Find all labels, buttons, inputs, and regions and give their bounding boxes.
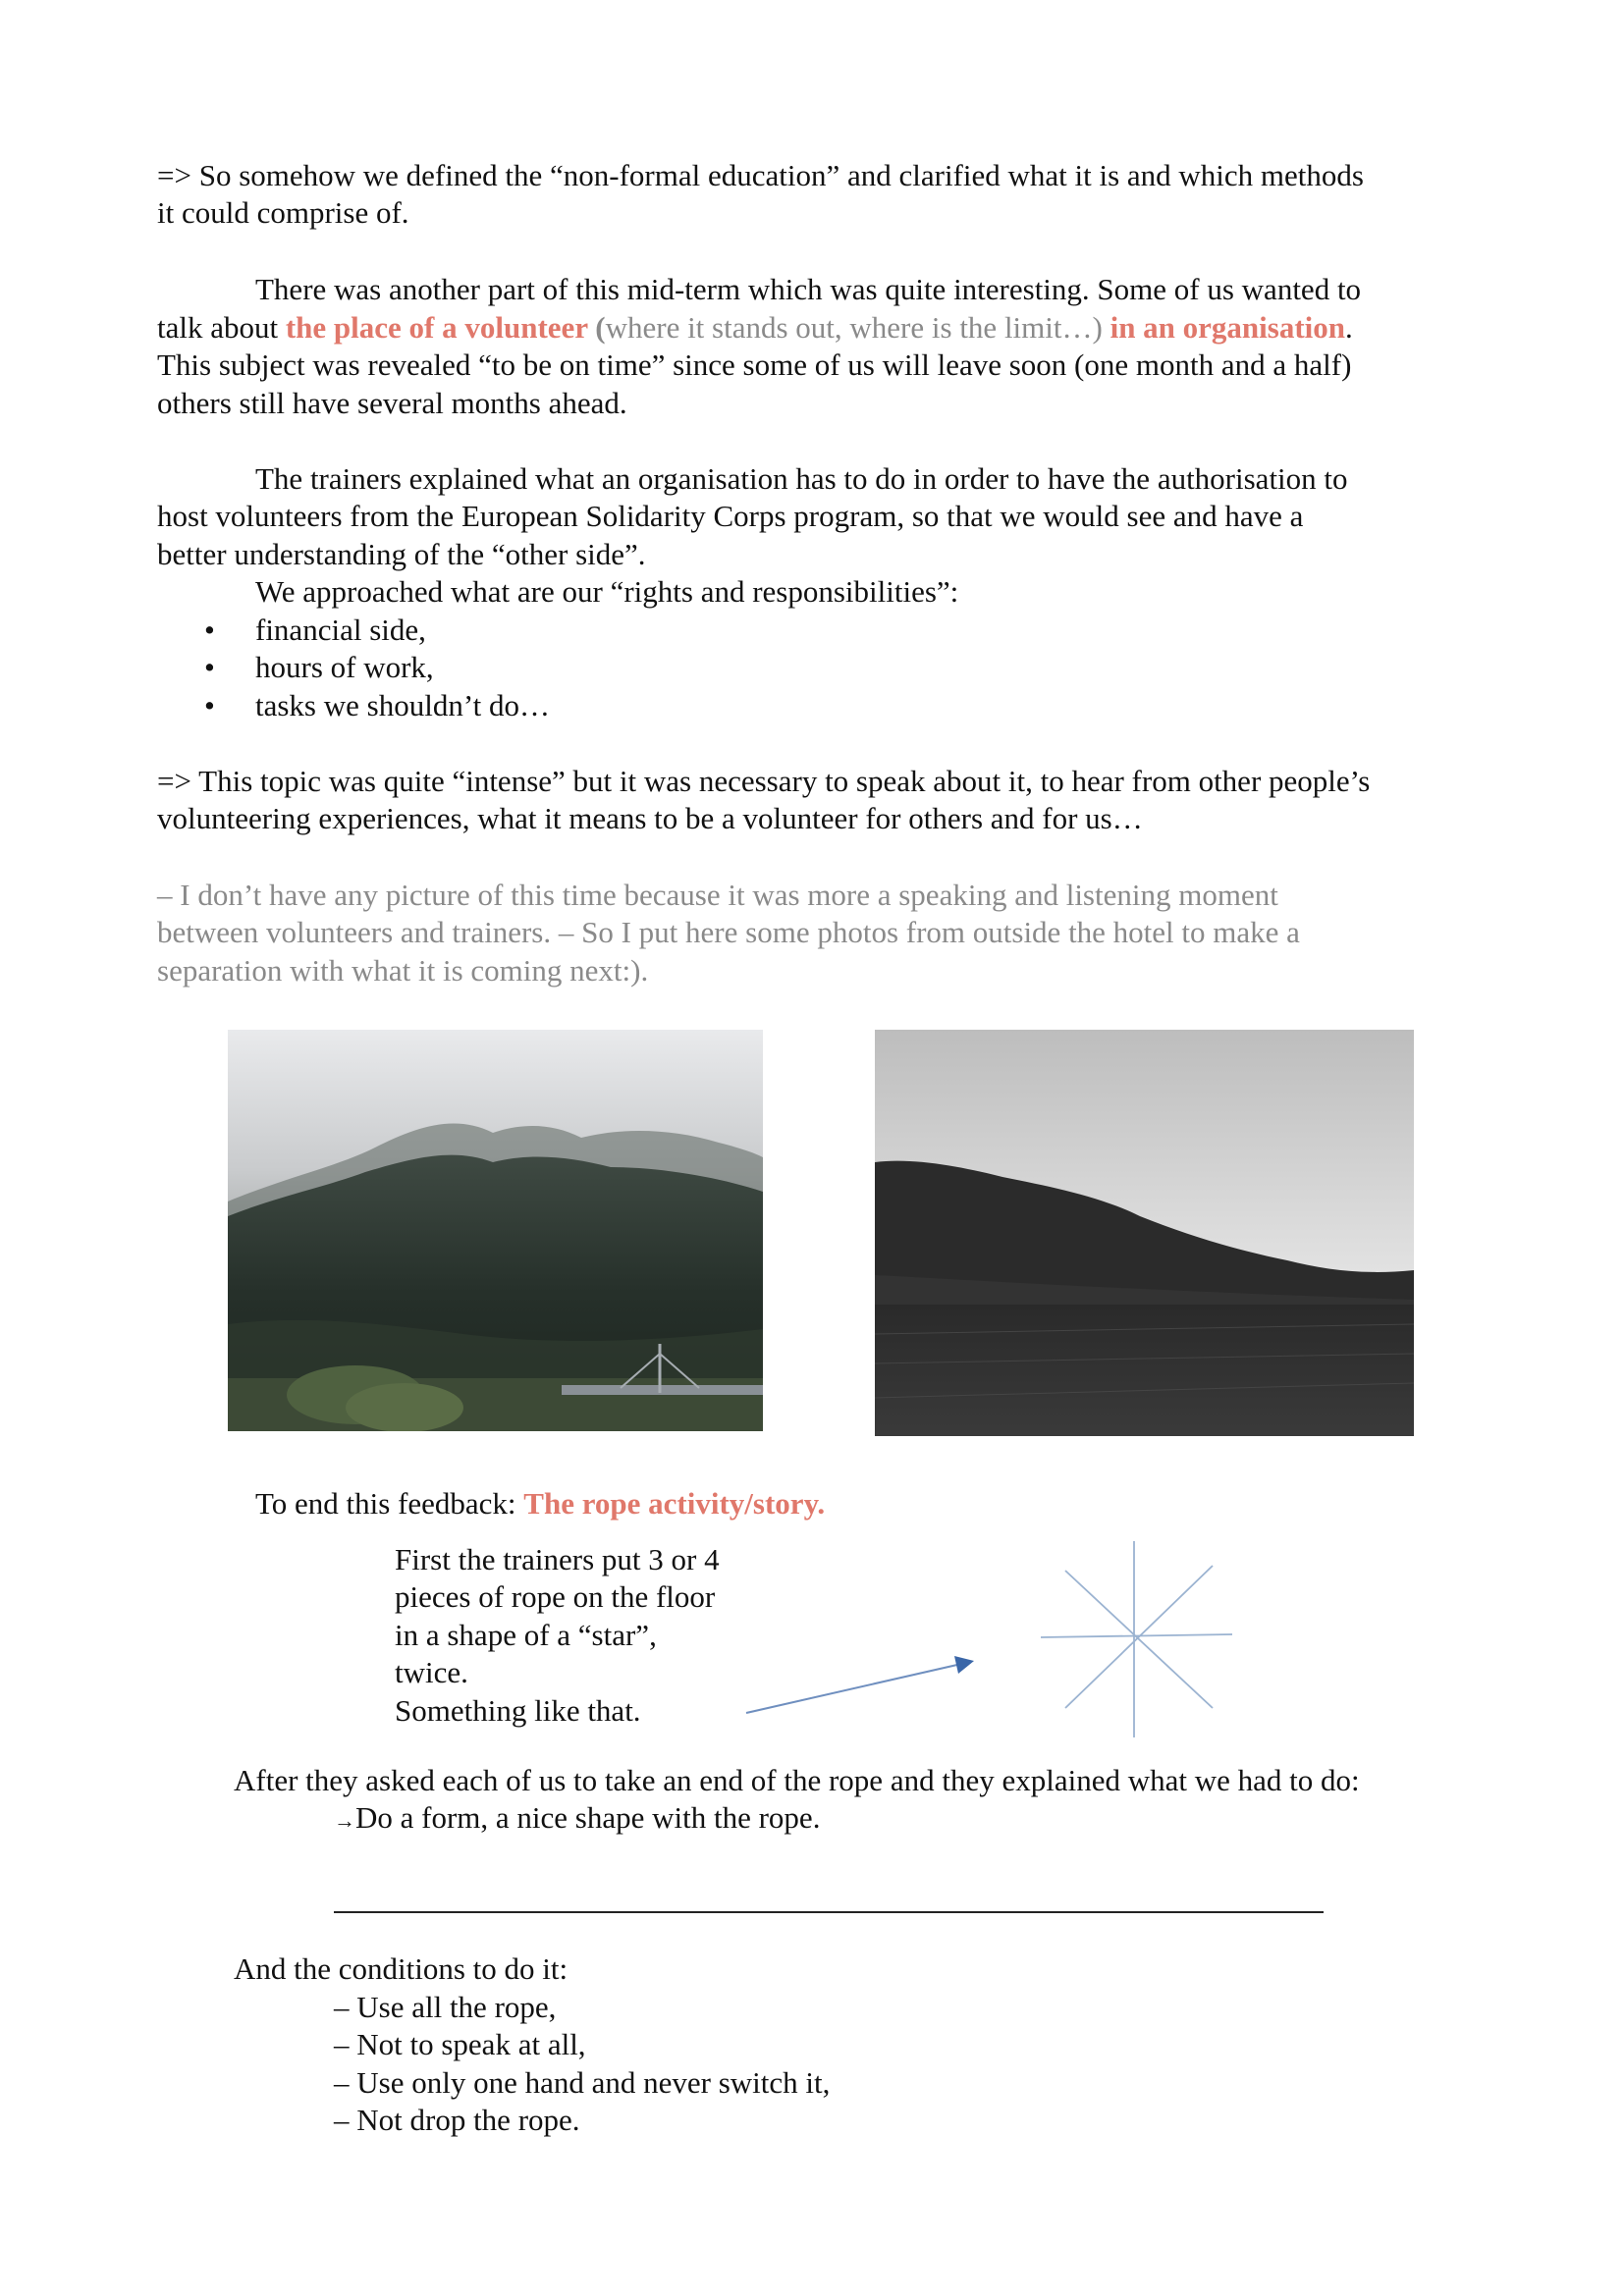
right-arrow-icon: → (334, 1808, 355, 1833)
pointer-arrow-head (954, 1656, 974, 1674)
after-line-2 (334, 1799, 820, 1841)
bullet-item-1: financial side, (255, 613, 426, 647)
highlight-place-of-volunteer: the place of a volunteer (285, 310, 588, 345)
p2-period: . (1345, 310, 1353, 345)
p2-line-1: There was another part of this mid-term which was quite interesting. Some of us wanted to (255, 272, 1362, 306)
p2-line-4: others still have several months ahead. (157, 386, 627, 420)
p5-line-1: – I don’t have any picture of this time because it was more a speaking and listening moment (157, 878, 1278, 912)
p1-line-1: => So somehow we defined the “non-formal education” and clarified what it is and which methods (157, 158, 1364, 192)
after-line-1: After they asked each of us to take an end of the rope and they explained what we had to do: (234, 1763, 1360, 1797)
p4-line-2: volunteering experiences, what it means to be a volunteer for others and for us… (157, 801, 1143, 835)
rope-line-2: pieces of rope on the floor (395, 1579, 716, 1614)
bullet-item-3: tasks we shouldn’t do… (255, 688, 550, 722)
after-instruction: Do a form, a nice shape with the rope. (355, 1800, 821, 1835)
p1-line-2: it could comprise of. (157, 195, 409, 230)
separator-line (334, 1911, 1324, 1913)
rope-line-1: First the trainers put 3 or 4 (395, 1542, 720, 1576)
bullet-item-2: hours of work, (255, 650, 434, 684)
p2-line-2 (157, 309, 1353, 347)
p5-line-3: separation with what it is coming next:). (157, 953, 649, 988)
p2-muted-aside: where it stands out, where is the limit…) (605, 310, 1103, 345)
rope-activity-title: The rope activity/story. (523, 1486, 826, 1521)
p4-line-1: => This topic was quite “intense” but it was necessary to speak about it, to hear from other people’s (157, 764, 1371, 798)
p2-line-3: This subject was revealed “to be on time” since some of us will leave soon (one month and a half) (157, 347, 1352, 382)
p2-text-a: talk about (157, 310, 286, 345)
photo-bw-landscape (875, 1030, 1414, 1436)
condition-item-4: – Not drop the rope. (334, 2103, 580, 2137)
photo-foggy-mountain (228, 1030, 763, 1431)
p3-line-2: host volunteers from the European Solidarity Corps program, so that we would see and have a (157, 499, 1304, 533)
condition-item-2: – Not to speak at all, (334, 2027, 586, 2061)
conditions-title: And the conditions to do it: (234, 1951, 568, 1986)
rope-star-diagram (727, 1531, 1257, 1747)
rope-line-5: Something like that. (395, 1693, 641, 1728)
rope-line-3: in a shape of a “star”, (395, 1618, 657, 1652)
bullet-dot-3: • (204, 688, 215, 722)
condition-item-1: – Use all the rope, (334, 1990, 557, 2024)
p2-paren-open: ( (587, 310, 606, 345)
bullet-dot-1: • (204, 613, 215, 647)
rope-heading-line (255, 1485, 825, 1523)
end-feedback-label: To end this feedback: (255, 1486, 524, 1521)
p3-line-3: better understanding of the “other side”. (157, 537, 646, 571)
p3-line-4: We approached what are our “rights and responsibilities”: (255, 574, 959, 609)
rope-line-4: twice. (395, 1655, 468, 1689)
bullet-dot-2: • (204, 650, 215, 684)
pointer-arrow-line (746, 1662, 970, 1713)
highlight-in-an-organisation: in an organisation (1102, 310, 1346, 345)
p3-line-1: The trainers explained what an organisation has to do in order to have the authorisation to (255, 461, 1348, 496)
p5-line-2: between volunteers and trainers. – So I put here some photos from outside the hotel to make a (157, 915, 1300, 949)
condition-item-3: – Use only one hand and never switch it, (334, 2065, 831, 2100)
